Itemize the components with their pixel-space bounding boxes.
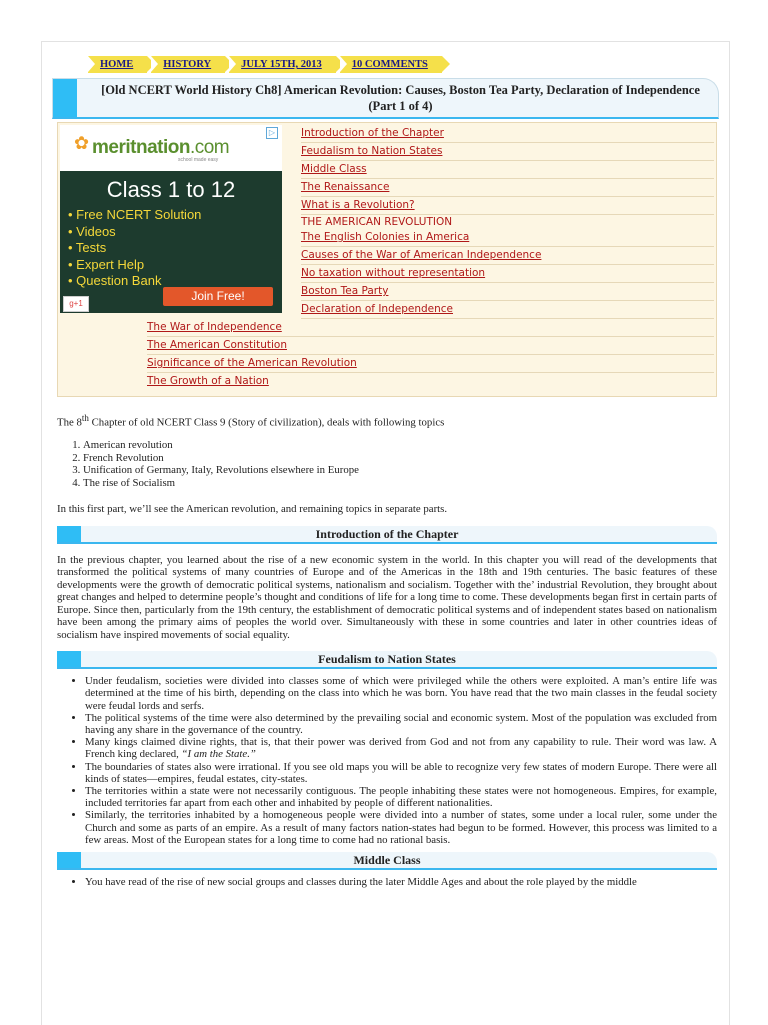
list-item: 3. Unification of Germany, Italy, Revolutions elsewhere in Europe [83, 464, 717, 477]
ad-feature: • Tests [68, 240, 107, 255]
toc-item[interactable]: Introduction of the Chapter [301, 125, 714, 143]
advertisement[interactable] [60, 125, 282, 313]
gplus-button[interactable]: g+1 [63, 296, 89, 312]
introduction-paragraph: In the previous chapter, you learned about the rise of a new economic system in the world. In this chapter you will read of the developments that transformed the political systems of many countries of Europe and of the Americas in the 18th and 19th centuries. The basic features of these developments were the growth of democratic political systems, nationalism and socialism. Together with the’ industrial Revolution, they brought about great changes and helped to determine people’s thought and conditions of life for a long time to come. These developments began first in certain parts of Europe. Since then, particularly from the 19th century, the establishment of democratic political systems and of independent states based on nationalism have been among the primary aims of peoples the world over. Simultaneously with these in some countries and later in other countries ideas of socialism have inspired movements of social equality. [57, 553, 717, 641]
gplus-icon: g [69, 299, 74, 308]
toc-item[interactable]: Causes of the War of American Independence [301, 247, 714, 265]
section-accent-stripe [57, 526, 81, 542]
toc-item[interactable]: Middle Class [301, 161, 714, 179]
toc-section-heading: THE AMERICAN REVOLUTION [301, 216, 453, 228]
breadcrumb-home[interactable]: HOME [88, 56, 147, 73]
info-triangle-icon[interactable]: ▷ [266, 127, 278, 139]
section-heading-feudalism: Feudalism to Nation States [57, 651, 717, 669]
title-box [52, 78, 719, 119]
list-item: 1. American revolution [83, 439, 717, 452]
toc-item[interactable]: Declaration of Independence [301, 301, 714, 319]
page-title: [Old NCERT World History Ch8] American Revolution: Causes, Boston Tea Party, Declaration of Independence (Part 1 of 4) [101, 83, 700, 113]
toc-item[interactable]: The Renaissance [301, 179, 714, 197]
intro-paragraph: The 8th Chapter of old NCERT Class 9 (Story of civilization), deals with following topics [57, 413, 445, 429]
list-item: • Similarly, the territories inhabited by a homogeneous people were divided into a number of states, some under a local ruler, some under the Church and some as parts of an empire. As a result of many factors nation-states had begun to be formed. However, this process was limited to a few areas. Most of the European states for a long time to come had no rational basis. [85, 809, 717, 846]
ad-feature: • Free NCERT Solution [68, 207, 202, 222]
list-item: 2. French Revolution [83, 452, 717, 465]
breadcrumb-history[interactable]: HISTORY [151, 56, 225, 73]
ad-brand-bar [60, 125, 282, 171]
toc-item[interactable]: No taxation without representation [301, 265, 714, 283]
part-note: In this first part, we’ll see the American revolution, and remaining topics in separate parts. [57, 503, 448, 516]
table-of-contents [57, 122, 717, 397]
section-accent-stripe [57, 852, 81, 868]
feudalism-bullets [57, 675, 717, 846]
list-item: • You have read of the rise of new social groups and classes during the later Middle Ages and about the role played by the middle [85, 876, 717, 888]
article-content [57, 412, 717, 888]
toc-item[interactable]: Feudalism to Nation States [301, 143, 714, 161]
ad-tagline: school made easy [178, 157, 219, 163]
ad-feature: • Videos [68, 223, 116, 239]
ad-feature-list [68, 207, 201, 290]
middle-class-bullets [57, 876, 717, 888]
toc-item[interactable]: Significance of the American Revolution [147, 355, 714, 373]
toc-item[interactable]: The American Constitution [147, 337, 714, 355]
toc-item[interactable]: The War of Independence [147, 319, 714, 337]
ad-feature: • Question Bank [68, 273, 162, 288]
section-heading-introduction: Introduction of the Chapter [57, 526, 717, 544]
ad-headline: Class 1 to 12 [106, 177, 236, 202]
title-accent-stripe [53, 79, 77, 117]
list-item: 4. The rise of Socialism [83, 477, 717, 490]
section-heading-middle-class: Middle Class [57, 852, 717, 870]
toc-item[interactable]: The Growth of a Nation [147, 375, 269, 387]
breadcrumb-comments[interactable]: 10 COMMENTS [340, 56, 442, 73]
article-page [41, 41, 730, 1025]
join-free-button[interactable]: Join Free! [163, 287, 273, 306]
breadcrumb-date[interactable]: JULY 15TH, 2013 [229, 56, 336, 73]
section-accent-stripe [57, 651, 81, 667]
list-item: • Many kings claimed divine rights, that is, that their power was derived from God and not from any capability to rule. Their word was law. A French king declared, “I am the State.” [85, 736, 717, 760]
list-item: • The boundaries of states also were irrational. If you see old maps you will be able to recognize very few states of modern Europe. There were all kinds of states—empires, feudal estates, city-states. [85, 761, 717, 785]
breadcrumb [88, 56, 442, 73]
list-item: • Under feudalism, societies were divided into classes some of which were privileged while the others were exploited. A man’s entire life was determined at the time of his birth, depending on the class into which he was born. You have read that the two main classes in the feudal society were feudal lords and serfs. [85, 675, 717, 712]
toc-item[interactable]: What is a Revolution? [301, 197, 714, 215]
toc-item[interactable]: Boston Tea Party [301, 283, 714, 301]
list-item: • The political systems of the time were also determined by the prevailing social and economic system. Most of the population was excluded from having any share in the governance of the country. [85, 712, 717, 736]
list-item: • The territories within a state were not necessarily contiguous. The people inhabiting these states were not homogeneous. Empires, for example, included territories far apart from each other and inhabited by people of different nationalities. [85, 785, 717, 809]
ad-brand-logo: meritnation.com [92, 137, 230, 158]
topics-list [57, 439, 717, 489]
ad-feature: • Expert Help [68, 256, 145, 272]
leaf-logo-icon: ✿ [74, 133, 90, 153]
toc-item[interactable]: The English Colonies in America [301, 229, 714, 247]
